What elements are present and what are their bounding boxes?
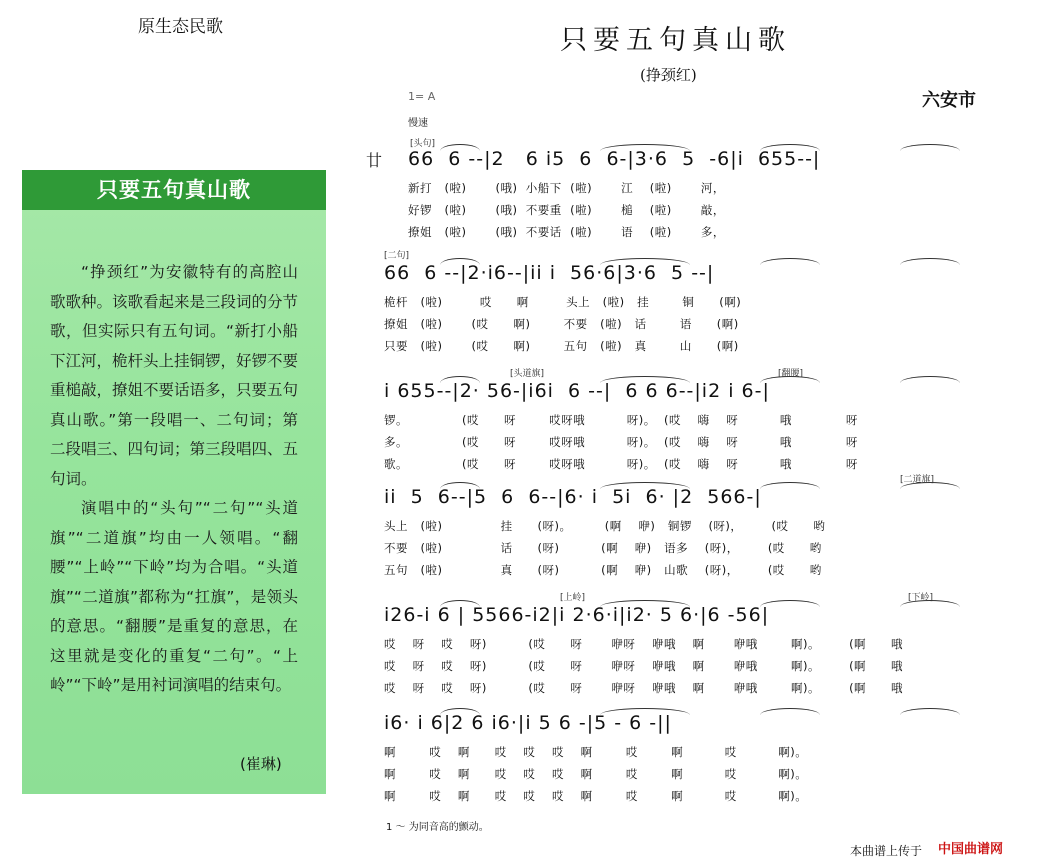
note-line: 66 6 --|2·i6--|ii i 56·6|3·6 5 --| [384,262,715,284]
slur-arc [440,258,480,265]
lyric-line: 新打 (啦) (哦) 小船下 (啦) 江 (啦) 河， [408,181,725,195]
section-mark: [翻腰] [778,369,804,379]
lyric-line: 哎 呀 哎 呀) (哎 呀 咿呀 咿哦 啊 咿哦 啊)。 (啊 哦 [384,637,903,651]
slur-arc [760,708,820,715]
sidebar-paragraph: 演唱中的“头句”“二句”“头道旗”“二道旗”均由一人领唱。“翻腰”“上岭”“下岭”均为合唱。“头道旗”“二道旗”都称为“扛旗”，是领头的意思。“翻腰”是重复的意思，在这里就是变化的重复“二句”。“上岭”“下岭”是用衬词演唱的结束句。 [50,499,298,694]
lyric-line: 哎 呀 哎 呀) (哎 呀 咿呀 咿哦 啊 咿哦 啊)。 (啊 哦 [384,681,903,695]
slur-arc [600,708,690,715]
section-mark: [头道旗] [510,369,545,379]
lyric-line: 多。 (哎 呀 哎呀哦 呀)。 (哎 嗨 呀 哦 呀 [384,435,858,449]
note-line: 66 6 --|2 6 i5 6 6-|3·6 5 -6|i 655--| [408,148,821,170]
score-tempo: 慢速 [408,118,428,129]
score-place: 六安市 [922,90,976,111]
page-category-label: 原生态民歌 [138,17,223,37]
sidebar-title: 只要五句真山歌 [22,170,326,210]
slur-arc [760,600,820,607]
site-logo-text: 中国曲谱网 [938,842,1004,857]
lyric-line: 头上 (啦) 挂 (呀)。 (啊 咿) 铜锣 (呀)， (哎 哟 [384,519,826,533]
section-mark: [下岭] [908,593,934,603]
slur-arc [440,708,480,715]
sidebar-credit: (崔琳) [240,755,282,773]
sidebar-body [50,258,298,701]
site-logo[interactable] [938,838,1003,857]
upload-text: 本曲谱上传于 [850,844,923,858]
section-mark: [二句] [384,251,410,261]
note-line: ii 5 6--|5 6 6--|6· i 5i 6· |2 566-| [384,486,762,508]
score-footnote: 1 ～ 为同音高的颤动。 [386,822,489,833]
slur-arc [900,482,960,489]
lyric-line: 啊 哎 啊 哎 哎 哎 啊 哎 啊 哎 啊)。 [384,745,808,759]
section-mark: [二道旗] [900,475,935,485]
lyric-line: 歌。 (哎 呀 哎呀哦 呀)。 (哎 嗨 呀 哦 呀 [384,457,858,471]
lyric-line: 五句 (啦) 真 (呀) (啊 咿) 山歌 (呀)， (哎 哟 [384,563,822,577]
note-line: i 655--|2· 56-|i6i 6 --| 6 6 6--|i2 i 6-| [384,380,770,402]
note-line: i26-i 6 | 5566-i2|i 2·6·i|i2· 5 6·|6 -56| [384,604,770,626]
lyric-line: 撩姐 (啦) (哦) 不要话 (啦) 语 (啦) 多， [408,225,725,239]
section-mark: [头句] [410,139,436,149]
slur-arc [760,144,820,151]
slur-arc [440,482,480,489]
slur-arc [600,376,690,383]
slur-arc [900,376,960,383]
note-line: i6· i 6|2 6 i6·|i 5 6 -|5 - 6 -|| [384,712,672,734]
slur-arc [600,482,690,489]
lyric-line: 好锣 (啦) (哦) 不要重 (啦) 槌 (啦) 敲， [408,203,725,217]
slur-arc [600,144,690,151]
lyric-line: 锣。 (哎 呀 哎呀哦 呀)。 (哎 嗨 呀 哦 呀 [384,413,858,427]
slur-arc [760,482,820,489]
score-key: 1= A [408,90,436,103]
slur-arc [900,708,960,715]
section-mark: [上岭] [560,593,586,603]
lyric-line: 撩姐 (啦) (哎 啊) 不要 (啦) 话 语 (啊) [384,317,739,331]
slur-arc [900,600,960,607]
lyric-line: 桅杆 (啦) 哎 啊 头上 (啦) 挂 铜 (啊) [384,295,742,309]
slur-arc [900,258,960,265]
slur-arc [440,376,480,383]
score-subtitle: (挣颈红) [640,66,697,84]
sidebar-paragraph: “挣颈红”为安徽特有的高腔山歌歌种。该歌看起来是三段词的分节歌，但实际只有五句词。“新打小船下江河，桅杆头上挂铜锣，好锣不要重槌敲，撩姐不要话语多，只要五句真山歌。”第一段唱一、二句词；第二段唱三、四句词；第三段唱四、五句词。 [50,263,299,488]
score-title: 只要五句真山歌 [560,25,791,56]
lyric-line: 不要 (啦) 话 (呀) (啊 咿) 语多 (呀)， (哎 哟 [384,541,822,555]
slur-arc [900,144,960,151]
slur-arc [440,144,480,151]
meter-sign: 廿 [366,151,384,170]
slur-arc [760,258,820,265]
slur-arc [760,376,820,383]
lyric-line: 啊 哎 啊 哎 哎 哎 啊 哎 啊 哎 啊)。 [384,767,808,781]
slur-arc [600,600,690,607]
slur-arc [440,600,480,607]
lyric-line: 啊 哎 啊 哎 哎 哎 啊 哎 啊 哎 啊)。 [384,789,808,803]
lyric-line: 只要 (啦) (哎 啊) 五句 (啦) 真 山 (啊) [384,339,739,353]
slur-arc [600,258,690,265]
lyric-line: 哎 呀 哎 呀) (哎 呀 咿呀 咿哦 啊 咿哦 啊)。 (啊 哦 [384,659,903,673]
